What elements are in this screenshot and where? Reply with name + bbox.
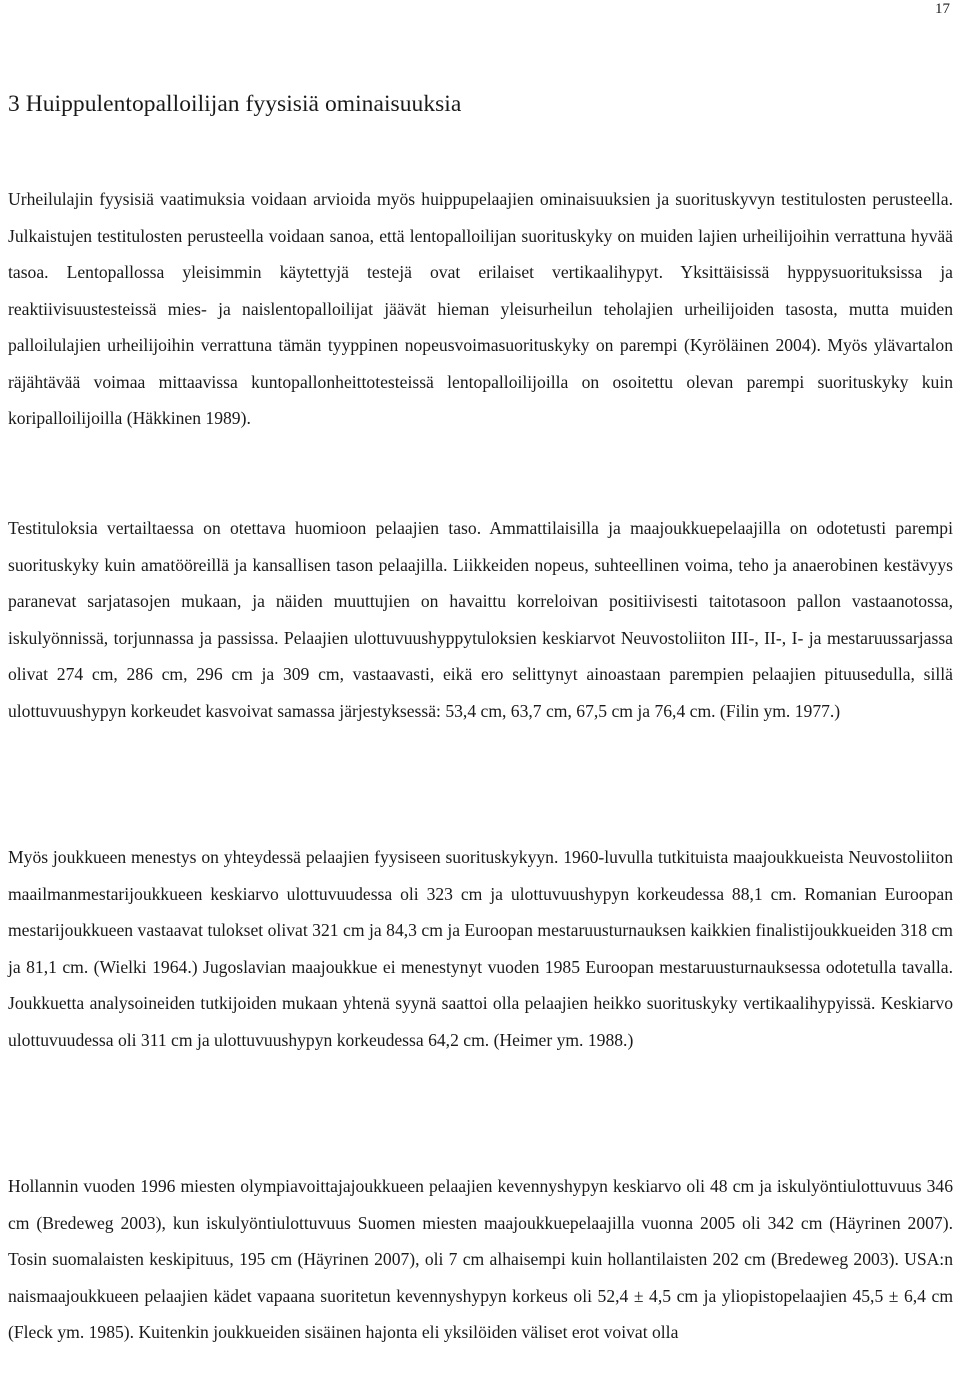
- body-paragraph: Urheilulajin fyysisiä vaatimuksia voidaan arvioida myös huippupelaajien ominaisuuksien ja suorituskyvyn testitulosten perusteella. Julkaistujen testitulosten perusteella voidaan sanoa, että lentopalloilijan suorituskyky on muiden lajien urheilijoihin verrattuna hyvää tasoa. Lentopallossa yleisimmin käytettyjä testejä ovat erilaiset vertikaalihypyt. Yksittäisissä hyppysuorituksissa ja reaktiivisuustesteissä mies- ja naislentopalloilijat jäävät hieman yleisurheilun teholajien urheilijoiden tasosta, mutta muiden palloilulajien urheilijoihin verrattuna tämän tyyppinen nopeusvoimasuorituskyky on parempi (Kyröläinen 2004). Myös ylävartalon räjähtävää voimaa mittaavissa kuntopallonheittotesteissä lentopalloilijoilla on osoitettu olevan parempi suorituskyky kuin koripalloilijoilla (Häkkinen 1989).: [8, 189, 953, 428]
- body-paragraph: Testituloksia vertailtaessa on otettava huomioon pelaajien taso. Ammattilaisilla ja maajoukkuepelaajilla on odotetusti parempi suorituskyky kuin amatööreillä ja kansallisen tason pelaajilla. Liikkeiden nopeus, suhteellinen voima, teho ja anaerobinen kestävyys paranevat sarjatasojen mukaan, ja näiden muuttujien on havaittu korreloivan positiivisesti taitotasoon pallon vastaanotossa, iskulyönnissä, torjunnassa ja passissa. Pelaajien ulottuvuushyppytuloksien keskiarvot Neuvostoliiton III-, II-, I- ja mestaruussarjassa olivat 274 cm, 286 cm, 296 cm ja 309 cm, vastaavasti, eikä ero selittynyt ainoastaan parempien pelaajien pituusedulla, sillä ulottuvuushypyn korkeudet kasvoivat samassa järjestyksessä: 53,4 cm, 63,7 cm, 67,5 cm ja 76,4 cm. (Filin ym. 1977.): [8, 518, 953, 721]
- body-paragraph: Hollannin vuoden 1996 miesten olympiavoittajajoukkueen pelaajien kevennyshypyn keskiarvo oli 48 cm ja iskulyöntiulottuvuus 346 cm (Bredeweg 2003), kun iskulyöntiulottuvuus Suomen miesten maajoukkuepelaajilla vuonna 2005 oli 342 cm (Häyrinen 2007). Tosin suomalaisten keskipituus, 195 cm (Häyrinen 2007), oli 7 cm alhaisempi kuin hollantilaisten 202 cm (Bredeweg 2003). USA:n naismaajoukkueen pelaajien kädet vapaana suoritetun kevennyshypyn korkeus oli 52,4 ± 4,5 cm ja yliopistopelaajien 45,5 ± 6,4 cm (Fleck ym. 1985). Kuitenkin joukkueiden sisäinen hajonta eli yksilöiden väliset erot voivat olla: [8, 1176, 953, 1342]
- page-number: 17: [935, 1, 950, 17]
- body-paragraph: Myös joukkueen menestys on yhteydessä pelaajien fyysiseen suorituskykyyn. 1960-luvulla tutkituista maajoukkueista Neuvostoliiton maailmanmestarijoukkueen keskiarvo ulottuvuudessa oli 323 cm ja ulottuvuushypyn korkeudessa 88,1 cm. Romanian Euroopan mestarijoukkueen vastaavat tulokset olivat 321 cm ja 84,3 cm ja Euroopan mestaruusturnauksen kaikkien finalistijoukkueiden 318 cm ja 81,1 cm. (Wielki 1964.) Jugoslavian maajoukkue ei menestynyt vuoden 1985 Euroopan mestaruusturnauksessa odotetulla tavalla. Joukkuetta analysoineiden tutkijoiden mukaan yhtenä syynä saattoi olla pelaajien heikko suorituskyky vertikaalihypyissä. Keskiarvo ulottuvuudessa oli 311 cm ja ulottuvuushypyn korkeudessa 64,2 cm. (Heimer ym. 1988.): [8, 847, 953, 1050]
- section-heading: 3 Huippulentopalloilijan fyysisiä ominaisuuksia: [8, 91, 462, 117]
